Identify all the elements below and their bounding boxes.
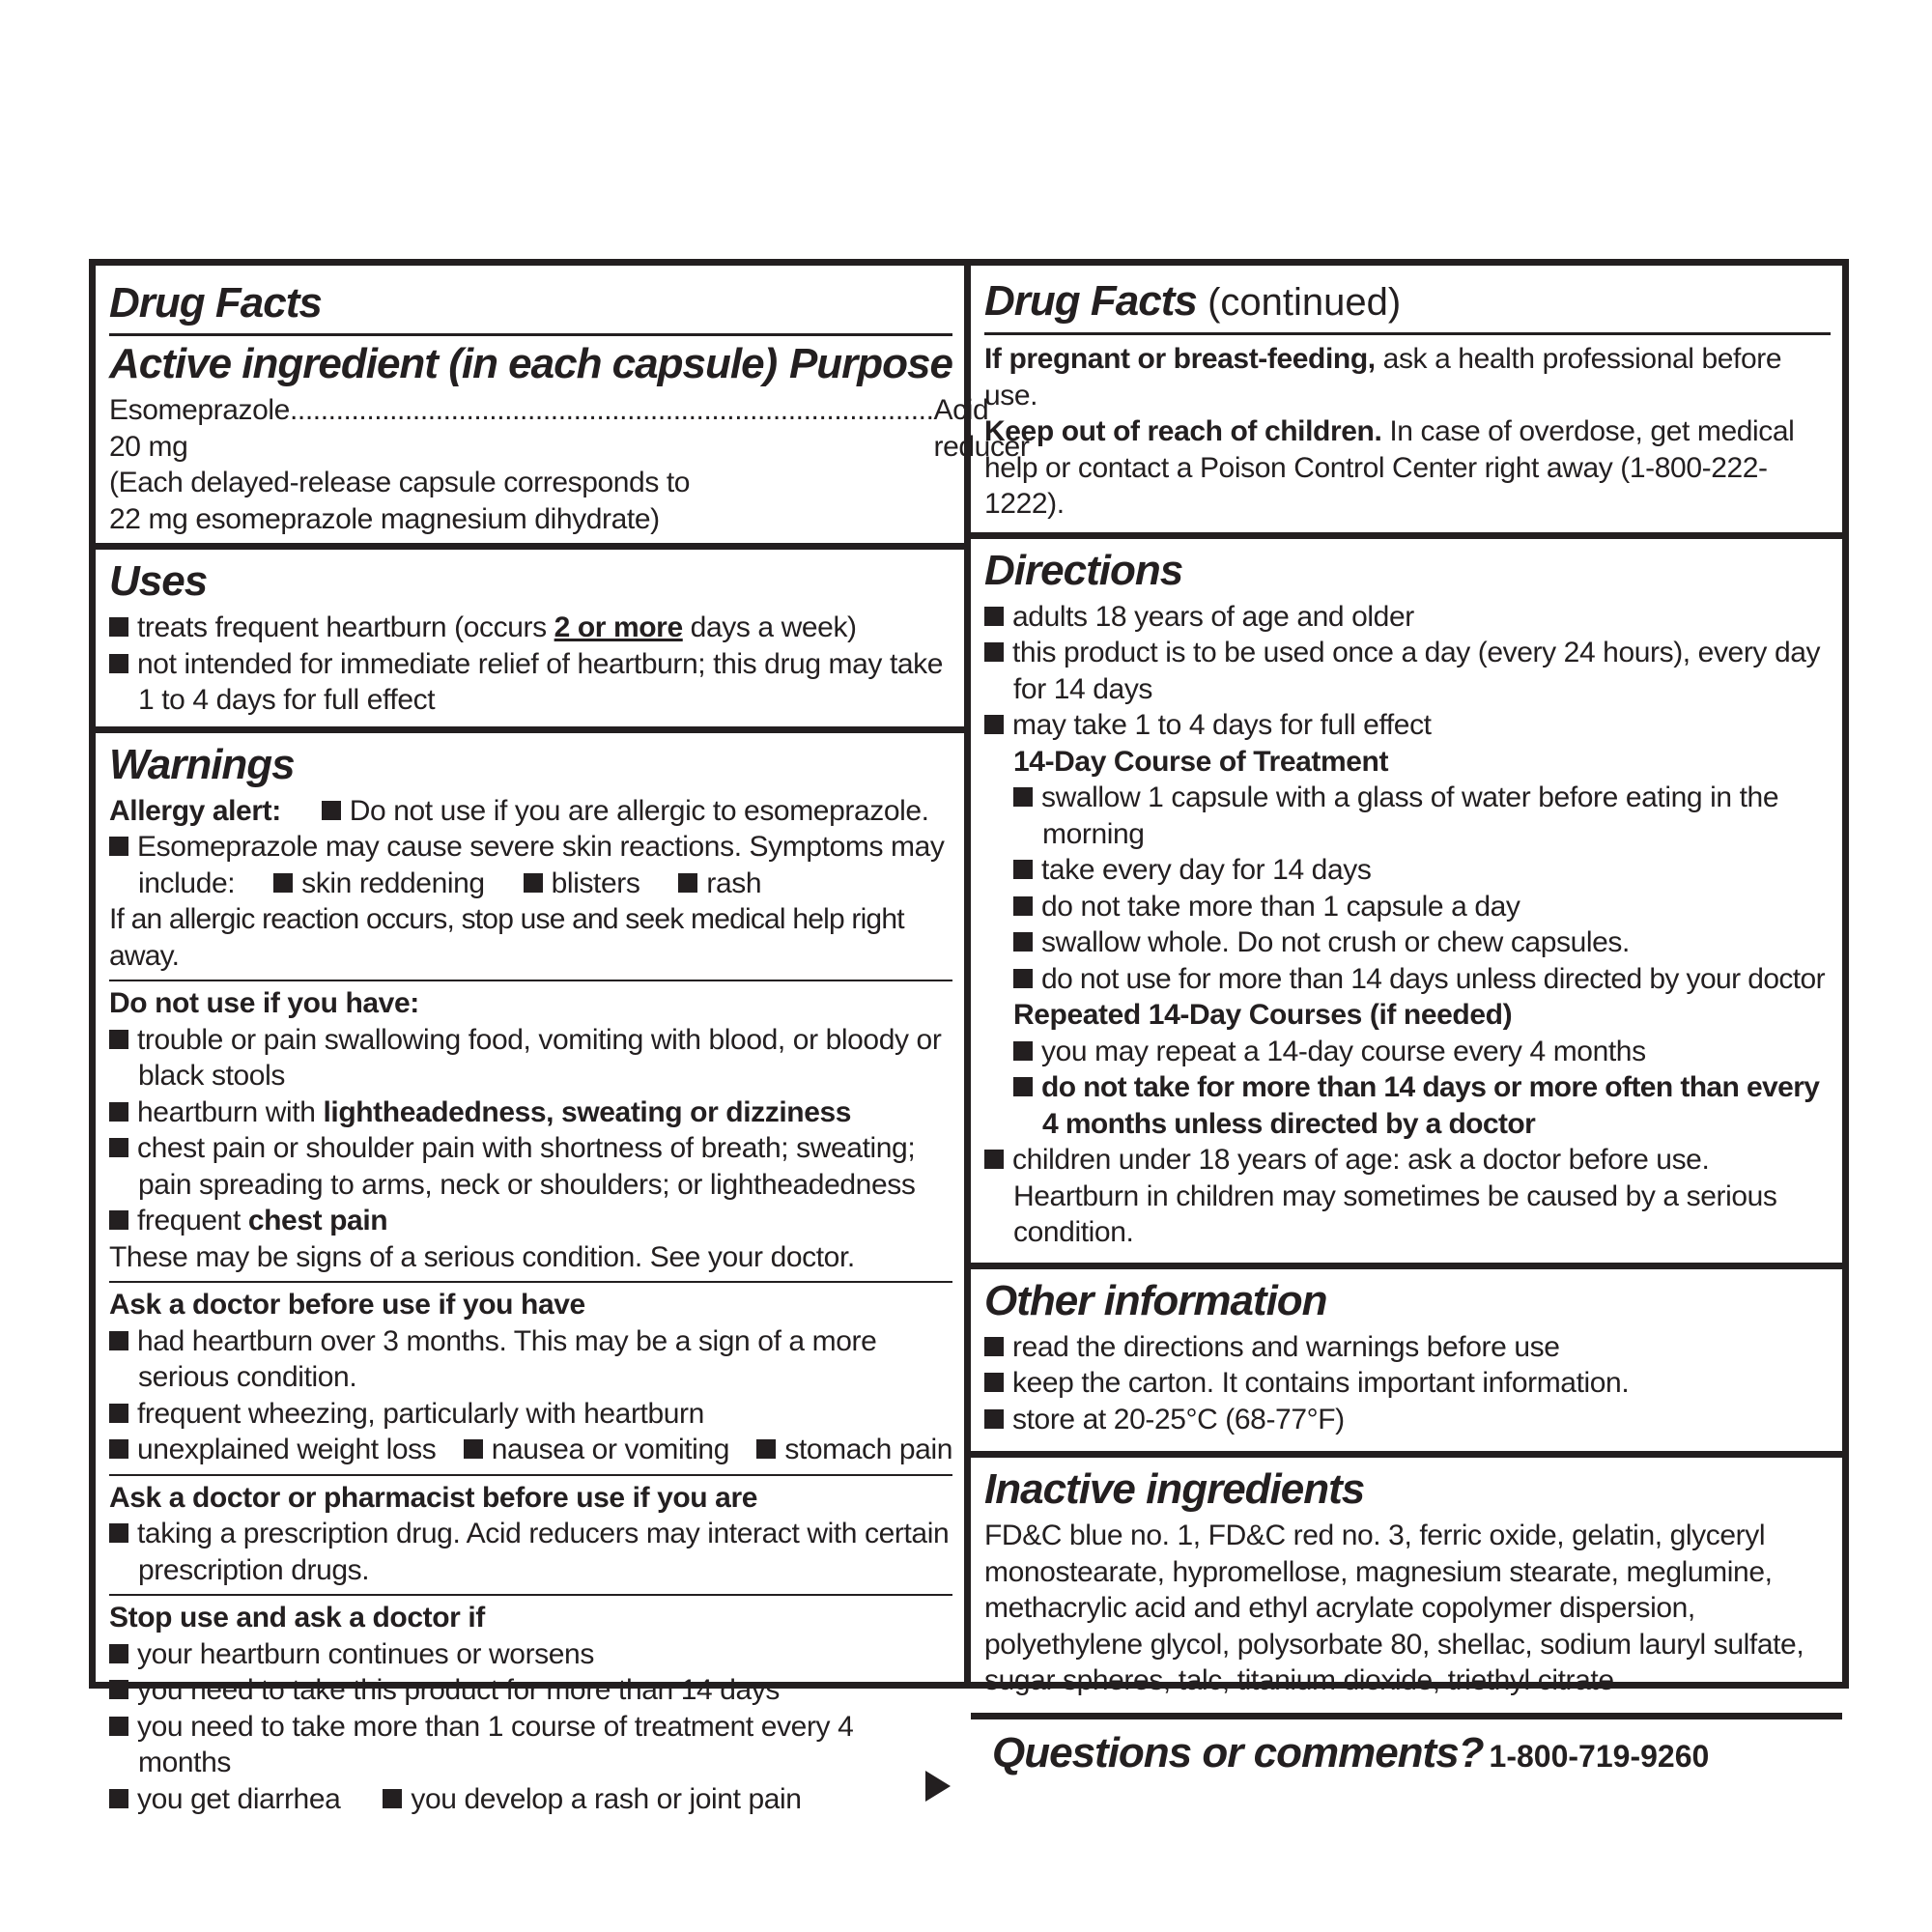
square-bullet-icon <box>1013 860 1033 879</box>
do-not-use-item <box>109 1203 952 1239</box>
ask-3c: stomach pain <box>784 1434 952 1465</box>
course-heading: 14-Day Course of Treatment <box>1013 745 1389 778</box>
ingredient-name: Esomeprazole 20 mg <box>109 394 290 463</box>
ask-doctor-subsection <box>109 1281 952 1468</box>
square-bullet-icon <box>109 1210 128 1230</box>
skin-text: Esomeprazole may cause severe skin reactions. Symptoms may <box>137 831 945 863</box>
uses-item-1c: days a week) <box>682 611 857 643</box>
square-bullet-icon <box>1013 787 1033 807</box>
keep-text: In case of overdose, get medical help or contact a Poison Control Center right away (1-800-222-1222). <box>984 415 1795 520</box>
active-ingredient-section <box>96 266 1030 550</box>
square-bullet-icon <box>756 1439 776 1459</box>
dnu-2b: lightheadedness, sweating or dizziness <box>323 1095 852 1128</box>
repeat-item <box>984 1069 1831 1142</box>
do-not-use-item <box>109 1130 952 1203</box>
square-bullet-icon <box>1013 969 1033 988</box>
square-bullet-icon <box>984 715 1004 734</box>
right-column <box>971 266 1842 1776</box>
square-bullet-icon <box>984 642 1004 662</box>
direction-item <box>984 599 1831 636</box>
allergy-alert <box>109 793 952 830</box>
square-bullet-icon <box>1013 932 1033 952</box>
square-bullet-icon <box>109 1404 128 1423</box>
symptom-item: rash <box>706 867 762 899</box>
dnu-4b: chest pain <box>247 1205 388 1236</box>
ask-doctor-item <box>109 1323 952 1396</box>
square-bullet-icon <box>984 1337 1004 1356</box>
dnu-3: chest pain or shoulder pain with shortness of breath; sweating; pain spreading to arms, neck or shoulders; or lightheadedness <box>137 1132 916 1201</box>
ask-doctor-item <box>109 1396 952 1433</box>
square-bullet-icon <box>678 873 697 893</box>
square-bullet-icon <box>984 1373 1004 1392</box>
symptoms-row <box>109 866 952 902</box>
do-not-use-item <box>109 1022 952 1094</box>
other-information-heading: Other information <box>984 1276 1327 1324</box>
left-column <box>96 266 1030 1815</box>
drug-facts-title-right: Drug Facts <box>984 277 1197 325</box>
stop-3: you need to take more than 1 course of treatment every 4 months <box>137 1710 854 1778</box>
do-not-use-heading: Do not use if you have: <box>109 987 419 1019</box>
uses-section <box>96 550 964 733</box>
square-bullet-icon <box>109 1331 128 1350</box>
c2: take every day for 14 days <box>1041 854 1372 886</box>
square-bullet-icon <box>1013 896 1033 916</box>
uses-item <box>109 646 952 719</box>
square-bullet-icon <box>464 1439 483 1459</box>
ingredient-note-1: (Each delayed-release capsule corresponds to <box>109 467 691 498</box>
ask-3b: nausea or vomiting <box>491 1434 729 1465</box>
square-bullet-icon <box>322 801 341 820</box>
active-ingredient-header <box>109 336 952 392</box>
stop-use-heading: Stop use and ask a doctor if <box>109 1602 485 1634</box>
uses-item-2: not intended for immediate relief of heartburn; this drug may take 1 to 4 days for full effect <box>137 647 944 716</box>
symptom-item: blisters <box>551 867 640 899</box>
direction-item <box>984 635 1831 707</box>
questions-section <box>971 1719 1842 1781</box>
square-bullet-icon <box>109 654 128 673</box>
square-bullet-icon <box>273 873 293 893</box>
ingredient-note-2: 22 mg esomeprazole magnesium dihydrate) <box>109 502 660 535</box>
stop-2: you need to take this product for more than 14 days <box>137 1674 781 1706</box>
uses-heading: Uses <box>109 557 208 605</box>
continue-arrow-icon <box>925 1771 951 1802</box>
d3: may take 1 to 4 days for full effect <box>1012 709 1432 741</box>
square-bullet-icon <box>984 607 1004 626</box>
stop-1: your heartburn continues or worsens <box>137 1637 594 1670</box>
stop-4a: you get diarrhea <box>137 1782 341 1815</box>
ask-doctor-heading: Ask a doctor before use if you have <box>109 1289 585 1321</box>
course-item <box>984 924 1831 961</box>
square-bullet-icon <box>109 1789 128 1808</box>
other-item <box>984 1329 1831 1366</box>
purpose-heading: Purpose <box>788 340 952 387</box>
square-bullet-icon <box>984 1150 1004 1169</box>
directions-heading: Directions <box>984 546 1183 594</box>
ask-1: had heartburn over 3 months. This may be a sign of a more serious condition. <box>137 1324 877 1393</box>
do-not-use-note: These may be signs of a serious condition. See your doctor. <box>109 1240 855 1273</box>
r2: do not take for more than 14 days or more often than every 4 months unless directed by a doctor <box>1041 1071 1820 1140</box>
o3: store at 20-25°C (68-77°F) <box>1012 1403 1345 1435</box>
stop-use-row <box>109 1781 952 1818</box>
dot-leader: .................................................................................... <box>289 394 934 426</box>
drug-facts-title: Drug Facts <box>109 275 952 336</box>
course-item <box>984 889 1831 925</box>
o1: read the directions and warnings before use <box>1012 1330 1560 1363</box>
allergic-reaction-note: If an allergic reaction occurs, stop use and seek medical help right away. <box>109 903 904 972</box>
ask-2: frequent wheezing, particularly with heartburn <box>137 1397 704 1430</box>
uses-item <box>109 610 952 646</box>
do-not-use-subsection <box>109 980 952 1275</box>
square-bullet-icon <box>109 1102 128 1122</box>
d4: children under 18 years of age: ask a doctor before use. Heartburn in children may sometimes be caused by a serious condition. <box>1012 1144 1777 1248</box>
course-item <box>984 780 1831 852</box>
stop-use-subsection <box>109 1594 952 1817</box>
r1: you may repeat a 14-day course every 4 months <box>1041 1035 1646 1067</box>
do-not-use-item <box>109 1094 952 1131</box>
uses-item-1a: treats frequent heartburn (occurs <box>137 611 554 643</box>
drug-facts-continued-title <box>984 273 1831 335</box>
keep-label: Keep out of reach of children. <box>984 415 1382 447</box>
pregnancy-section <box>971 266 1842 539</box>
questions-label: Questions or comments? <box>992 1728 1484 1776</box>
square-bullet-icon <box>383 1789 402 1808</box>
ingredient-purpose: Acid reducer <box>933 394 1030 463</box>
directions-section <box>971 539 1842 1269</box>
square-bullet-icon <box>524 873 543 893</box>
uses-item-1b: 2 or more <box>554 611 683 643</box>
other-item <box>984 1402 1831 1438</box>
square-bullet-icon <box>984 1409 1004 1429</box>
square-bullet-icon <box>109 1138 128 1157</box>
ask-pharmacist-subsection <box>109 1474 952 1589</box>
c3: do not take more than 1 capsule a day <box>1041 890 1520 923</box>
symptom-item: skin reddening <box>301 867 485 899</box>
course-item <box>984 961 1831 998</box>
square-bullet-icon <box>109 1680 128 1699</box>
warnings-heading: Warnings <box>109 740 295 788</box>
direction-item <box>984 707 1831 744</box>
stop-use-item <box>109 1636 952 1673</box>
o2: keep the carton. It contains important information. <box>1012 1367 1630 1399</box>
square-bullet-icon <box>109 1523 128 1543</box>
drug-facts-label <box>89 259 1849 1815</box>
d1: adults 18 years of age and older <box>1012 600 1414 633</box>
square-bullet-icon <box>1013 1077 1033 1096</box>
stop-use-item <box>109 1709 952 1781</box>
questions-phone: 1-800-719-9260 <box>1489 1738 1710 1774</box>
square-bullet-icon <box>109 1439 128 1459</box>
ask-pharmacist-heading: Ask a doctor or pharmacist before use if you are <box>109 1481 758 1514</box>
warnings-section <box>96 733 964 1818</box>
c1: swallow 1 capsule with a glass of water before eating in the morning <box>1041 781 1779 850</box>
continued-label: (continued) <box>1208 281 1402 324</box>
questions-line <box>984 1725 1831 1781</box>
allergy-label: Allergy alert: <box>109 794 281 827</box>
inactive-ingredients-text: FD&C blue no. 1, FD&C red no. 3, ferric oxide, gelatin, glyceryl monostearate, hypromellose, magnesium stearate, meglumine, methacrylic acid and ethyl acrylate copolymer dispersion, polyethylene glycol, polysorbate 80, shellac, sodium lauryl sulfate, sugar spheres, talc, titanium dioxide, triethyl citrate <box>984 1520 1804 1696</box>
include-label: include: <box>138 867 236 899</box>
dnu-1: trouble or pain swallowing food, vomiting with blood, or bloody or black stools <box>137 1023 942 1092</box>
square-bullet-icon <box>109 617 128 637</box>
dnu-2a: heartburn with <box>137 1095 324 1128</box>
pregnancy-warning <box>984 335 1831 413</box>
dnu-4a: frequent <box>137 1205 248 1236</box>
repeat-item <box>984 1034 1831 1070</box>
ingredient-row <box>109 392 1030 465</box>
square-bullet-icon <box>1013 1041 1033 1061</box>
direction-item <box>984 1142 1831 1251</box>
stop-use-item <box>109 1672 952 1709</box>
square-bullet-icon <box>109 1030 128 1049</box>
other-item <box>984 1365 1831 1402</box>
ask-3a: unexplained weight loss <box>137 1434 437 1465</box>
pharm-1: taking a prescription drug. Acid reducers may interact with certain prescription drugs. <box>137 1518 950 1586</box>
square-bullet-icon <box>109 1717 128 1736</box>
stop-4b: you develop a rash or joint pain <box>411 1782 802 1815</box>
pregnant-label: If pregnant or breast-feeding, <box>984 343 1376 375</box>
inactive-ingredients-heading: Inactive ingredients <box>984 1465 1365 1513</box>
c4: swallow whole. Do not crush or chew capsules. <box>1041 926 1630 958</box>
ask-doctor-row <box>109 1432 952 1468</box>
active-ingredient-heading: Active ingredient (in each capsule) <box>109 340 778 387</box>
inactive-ingredients-section <box>971 1458 1842 1719</box>
course-item <box>984 852 1831 889</box>
d2: this product is to be used once a day (every 24 hours), every day for 14 days <box>1012 637 1821 705</box>
other-information-section <box>971 1269 1842 1459</box>
allergy-text: Do not use if you are allergic to esomeprazole. <box>349 794 929 827</box>
repeat-heading: Repeated 14-Day Courses (if needed) <box>1013 999 1513 1031</box>
c5: do not use for more than 14 days unless directed by your doctor <box>1041 962 1826 995</box>
square-bullet-icon <box>109 1644 128 1663</box>
square-bullet-icon <box>109 837 128 856</box>
keep-out-warning <box>984 413 1831 523</box>
skin-reaction <box>109 829 952 866</box>
ask-pharmacist-item <box>109 1516 952 1588</box>
pregnant-text: ask a health professional before use. <box>984 343 1782 412</box>
